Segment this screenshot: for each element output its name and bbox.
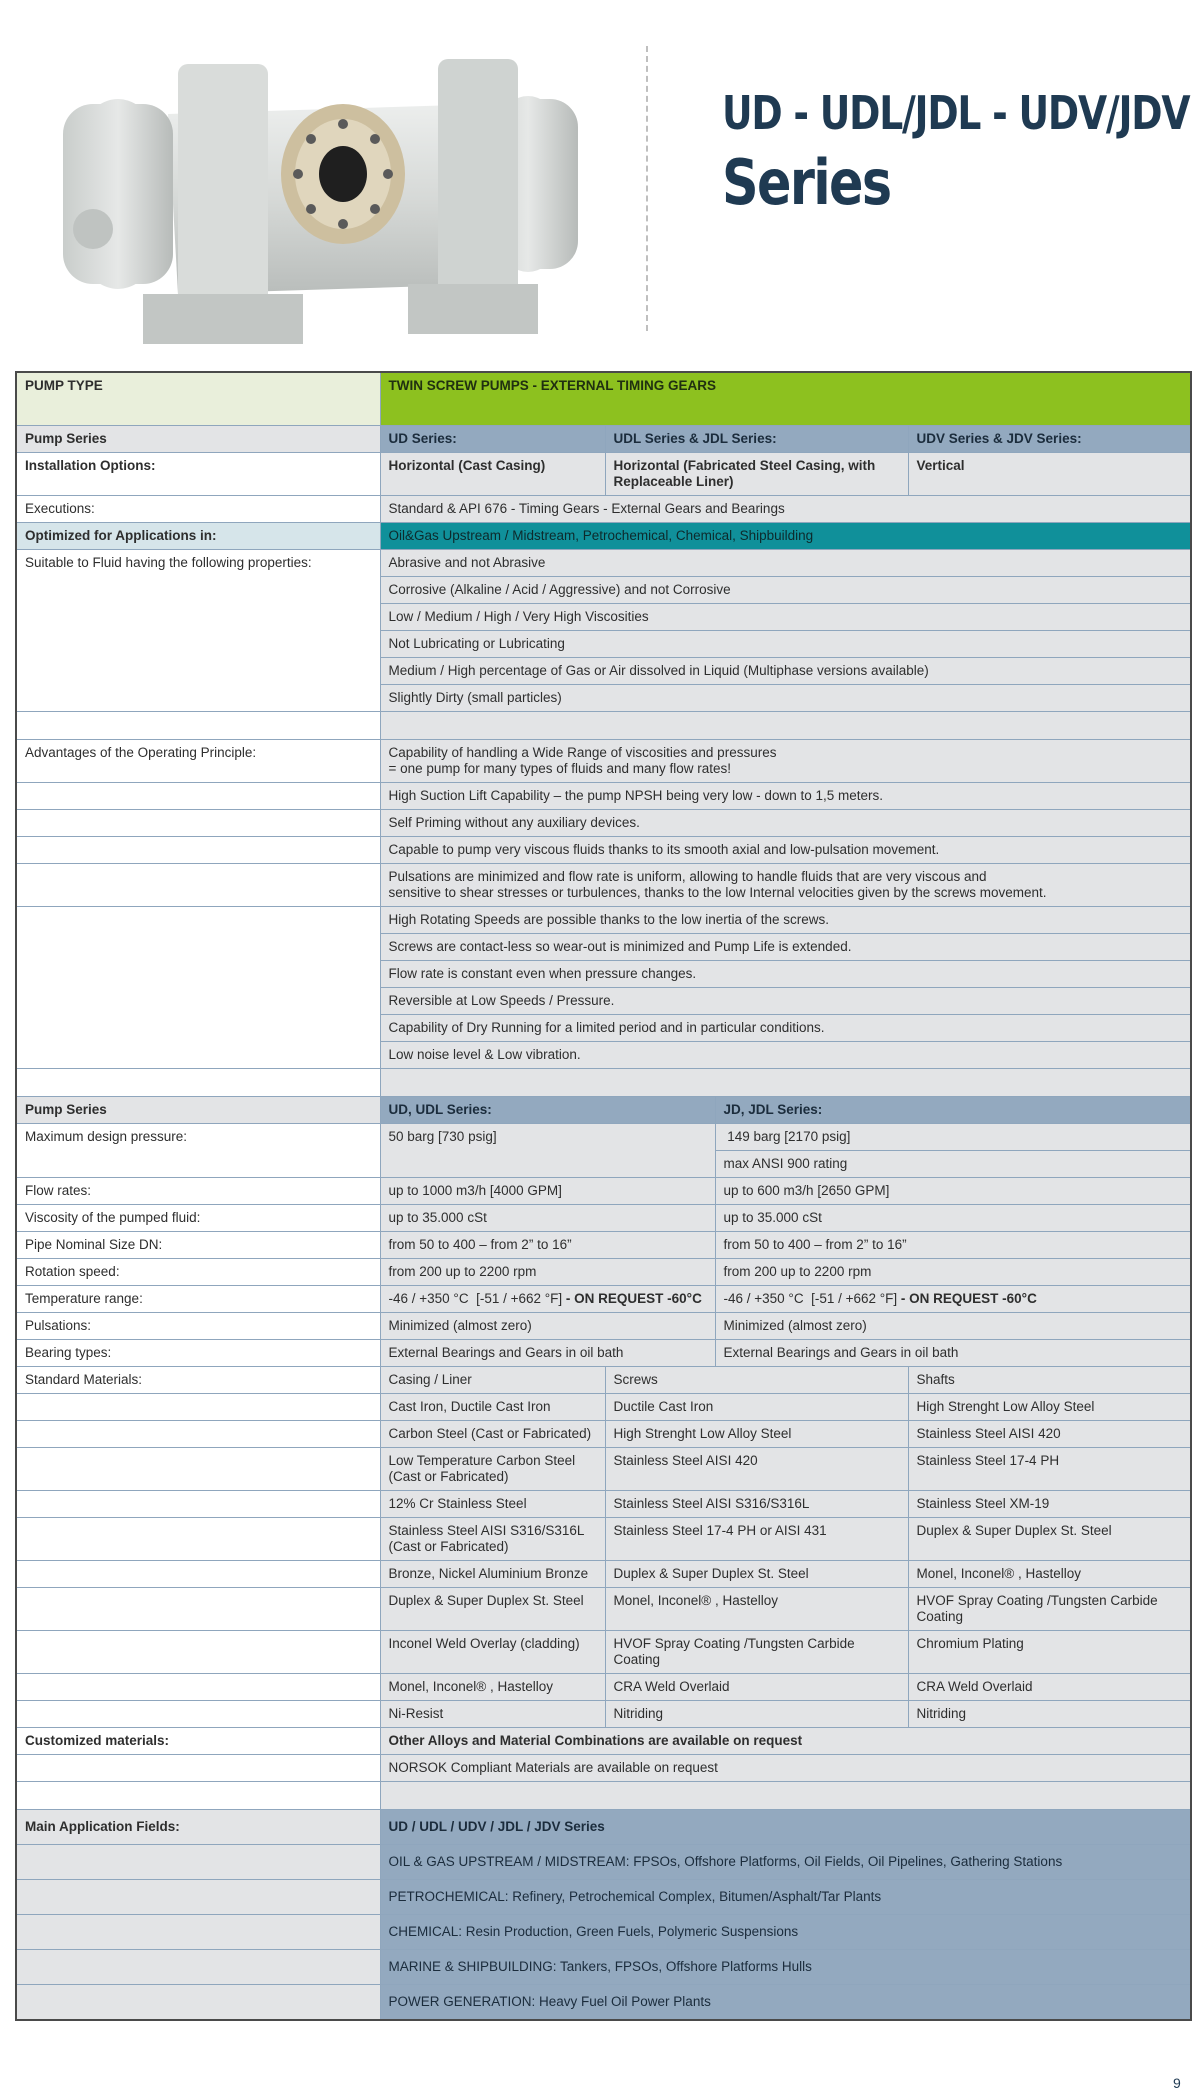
pump-type-value: TWIN SCREW PUMPS - EXTERNAL TIMING GEARS [380,373,1190,425]
materials-row [17,1490,1190,1517]
applications-header: UD / UDL / UDV / JDL / JDV Series [380,1809,1190,1844]
spacer-row [17,1068,1190,1096]
casing-header: Casing / Liner [380,1366,605,1393]
material-shafts: Duplex & Super Duplex St. Steel [908,1517,1190,1560]
pressure-row [17,1123,1190,1150]
fluid-item: Corrosive (Alkaline / Acid / Aggressive) and not Corrosive [380,576,1190,603]
header-divider [646,46,648,331]
executions-value: Standard & API 676 - Timing Gears - External Gears and Bearings [380,495,1190,522]
pump-series-label: Pump Series [17,425,380,452]
series-title: UD - UDL/JDL - UDV/JDV [722,86,1190,140]
materials-row [17,1517,1190,1560]
application-row [17,1844,1190,1879]
series-subtitle: Series [722,146,891,219]
material-shafts: Chromium Plating [908,1630,1190,1673]
installation-udv: Vertical [908,452,1190,495]
spacer-row [17,711,1190,739]
material-casing: Stainless Steel AISI S316/S316L (Cast or Fabricated) [380,1517,605,1560]
applications-label: Main Application Fields: [17,1809,380,1844]
material-screws: Ductile Cast Iron [605,1393,908,1420]
pressure-ud: 50 barg [730 psig] [380,1123,715,1177]
viscosity-ud: up to 35.000 cSt [380,1204,715,1231]
fluid-item: Not Lubricating or Lubricating [380,630,1190,657]
advantage-item: Flow rate is constant even when pressure changes. [380,960,1190,987]
rotation-row [17,1258,1190,1285]
material-screws: CRA Weld Overlaid [605,1673,908,1700]
application-item: OIL & GAS UPSTREAM / MIDSTREAM: FPSOs, Offshore Platforms, Oil Fields, Oil Pipelines, Gathering Stations [380,1844,1190,1879]
material-shafts: High Strenght Low Alloy Steel [908,1393,1190,1420]
materials-row [17,1420,1190,1447]
material-casing: Cast Iron, Ductile Cast Iron [380,1393,605,1420]
pipe-size-jd: from 50 to 400 – from 2” to 16” [715,1231,1190,1258]
advantage-item: Pulsations are minimized and flow rate is uniform, allowing to handle fluids that are very viscous and sensitive to shear stresses or turbulences, thanks to the low Internal velocities given by the screws movement. [380,863,1190,906]
pump-type-label: PUMP TYPE [17,373,380,425]
material-casing: Bronze, Nickel Aluminium Bronze [380,1560,605,1587]
materials-row [17,1447,1190,1490]
material-screws: Stainless Steel 17-4 PH or AISI 431 [605,1517,908,1560]
udl-jdl-series-header: UDL Series & JDL Series: [605,425,908,452]
flow-label: Flow rates: [17,1177,380,1204]
customized-row [17,1727,1190,1754]
advantage-item: Capability of Dry Running for a limited period and in particular conditions. [380,1014,1190,1041]
material-casing: Low Temperature Carbon Steel (Cast or Fabricated) [380,1447,605,1490]
norsok-value: NORSOK Compliant Materials are available on request [380,1754,1190,1781]
advantage-item: High Suction Lift Capability – the pump NPSH being very low - down to 1,5 meters. [380,782,1190,809]
pulsations-ud: Minimized (almost zero) [380,1312,715,1339]
pipe-size-row [17,1231,1190,1258]
installation-row [17,452,1190,495]
optimized-value: Oil&Gas Upstream / Midstream, Petrochemical, Chemical, Shipbuilding [380,522,1190,549]
advantages-row [17,782,1190,809]
pressure-jd: 149 barg [2170 psig] [715,1123,1190,1150]
shafts-header: Shafts [908,1366,1190,1393]
materials-label: Standard Materials: [17,1366,380,1393]
material-shafts: Stainless Steel 17-4 PH [908,1447,1190,1490]
pressure-jd-rating: max ANSI 900 rating [715,1150,1190,1177]
optimized-row [17,522,1190,549]
materials-row [17,1560,1190,1587]
advantage-item: Low noise level & Low vibration. [380,1041,1190,1068]
advantages-row [17,906,1190,933]
installation-ud: Horizontal (Cast Casing) [380,452,605,495]
installation-label: Installation Options: [17,452,380,495]
materials-row [17,1393,1190,1420]
fluid-label: Suitable to Fluid having the following properties: [17,549,380,711]
application-row [17,1949,1190,1984]
flow-ud: up to 1000 m3/h [4000 GPM] [380,1177,715,1204]
pulsations-row [17,1312,1190,1339]
materials-row [17,1700,1190,1727]
material-screws: Stainless Steel AISI 420 [605,1447,908,1490]
temperature-ud: -46 / +350 °C [-51 / +662 °F] - ON REQUEST -60°C [380,1285,715,1312]
udv-jdv-series-header: UDV Series & JDV Series: [908,425,1190,452]
material-shafts: CRA Weld Overlaid [908,1673,1190,1700]
page-number: 9 [1173,2075,1181,2091]
material-casing: Ni-Resist [380,1700,605,1727]
temperature-label: Temperature range: [17,1285,380,1312]
material-shafts: Stainless Steel AISI 420 [908,1420,1190,1447]
flow-row [17,1177,1190,1204]
ud-udl-header: UD, UDL Series: [380,1096,715,1123]
fluid-item: Slightly Dirty (small particles) [380,684,1190,711]
temperature-jd: -46 / +350 °C [-51 / +662 °F] - ON REQUEST -60°C [715,1285,1190,1312]
advantages-row [17,739,1190,782]
advantage-item: Capable to pump very viscous fluids thanks to its smooth axial and low-pulsation movement. [380,836,1190,863]
advantages-label: Advantages of the Operating Principle: [17,739,380,782]
material-screws: Stainless Steel AISI S316/S316L [605,1490,908,1517]
fluid-item: Abrasive and not Abrasive [380,549,1190,576]
material-screws: High Strenght Low Alloy Steel [605,1420,908,1447]
application-item: CHEMICAL: Resin Production, Green Fuels, Polymeric Suspensions [380,1914,1190,1949]
materials-row [17,1673,1190,1700]
series2-header-row [17,1096,1190,1123]
fluid-item: Low / Medium / High / Very High Viscosities [380,603,1190,630]
viscosity-row [17,1204,1190,1231]
rotation-jd: from 200 up to 2200 rpm [715,1258,1190,1285]
pump-product-image [58,44,588,354]
page-header [0,0,1200,370]
materials-header-row [17,1366,1190,1393]
material-shafts: HVOF Spray Coating /Tungsten Carbide Coating [908,1587,1190,1630]
materials-row [17,1587,1190,1630]
customized-row [17,1754,1190,1781]
pump-type-row [17,373,1190,425]
executions-row [17,495,1190,522]
specification-table [15,371,1192,2021]
flow-jd: up to 600 m3/h [2650 GPM] [715,1177,1190,1204]
pipe-size-ud: from 50 to 400 – from 2” to 16” [380,1231,715,1258]
advantage-item: Reversible at Low Speeds / Pressure. [380,987,1190,1014]
advantage-item: Self Priming without any auxiliary devices. [380,809,1190,836]
material-screws: HVOF Spray Coating /Tungsten Carbide Coating [605,1630,908,1673]
fluid-row [17,549,1190,576]
material-shafts: Monel, Inconel® , Hastelloy [908,1560,1190,1587]
rotation-ud: from 200 up to 2200 rpm [380,1258,715,1285]
material-casing: Duplex & Super Duplex St. Steel [380,1587,605,1630]
application-item: POWER GENERATION: Heavy Fuel Oil Power Plants [380,1984,1190,2019]
advantage-item: Capability of handling a Wide Range of viscosities and pressures = one pump for many types of fluids and many flow rates! [380,739,1190,782]
viscosity-label: Viscosity of the pumped fluid: [17,1204,380,1231]
jd-jdl-header: JD, JDL Series: [715,1096,1190,1123]
advantages-row [17,863,1190,906]
pulsations-jd: Minimized (almost zero) [715,1312,1190,1339]
bearing-jd: External Bearings and Gears in oil bath [715,1339,1190,1366]
material-shafts: Stainless Steel XM-19 [908,1490,1190,1517]
pressure-label: Maximum design pressure: [17,1123,380,1177]
fluid-item: Medium / High percentage of Gas or Air dissolved in Liquid (Multiphase versions available) [380,657,1190,684]
advantages-row [17,836,1190,863]
customized-label: Customized materials: [17,1727,380,1754]
pipe-size-label: Pipe Nominal Size DN: [17,1231,380,1258]
optimized-label: Optimized for Applications in: [17,522,380,549]
installation-udl: Horizontal (Fabricated Steel Casing, with Replaceable Liner) [605,452,908,495]
screws-header: Screws [605,1366,908,1393]
viscosity-jd: up to 35.000 cSt [715,1204,1190,1231]
material-casing: Monel, Inconel® , Hastelloy [380,1673,605,1700]
executions-label: Executions: [17,495,380,522]
bearing-row [17,1339,1190,1366]
temperature-row [17,1285,1190,1312]
applications-header-row [17,1809,1190,1844]
pulsations-label: Pulsations: [17,1312,380,1339]
material-casing: 12% Cr Stainless Steel [380,1490,605,1517]
spacer-row [17,1781,1190,1809]
advantage-item: High Rotating Speeds are possible thanks to the low inertia of the screws. [380,906,1190,933]
material-screws: Monel, Inconel® , Hastelloy [605,1587,908,1630]
materials-row [17,1630,1190,1673]
application-row [17,1879,1190,1914]
material-screws: Nitriding [605,1700,908,1727]
bearing-label: Bearing types: [17,1339,380,1366]
customized-value: Other Alloys and Material Combinations are available on request [380,1727,1190,1754]
application-item: PETROCHEMICAL: Refinery, Petrochemical Complex, Bitumen/Asphalt/Tar Plants [380,1879,1190,1914]
bearing-ud: External Bearings and Gears in oil bath [380,1339,715,1366]
application-row [17,1914,1190,1949]
series2-label: Pump Series [17,1096,380,1123]
material-casing: Inconel Weld Overlay (cladding) [380,1630,605,1673]
application-row [17,1984,1190,2019]
advantage-item: Screws are contact-less so wear-out is minimized and Pump Life is extended. [380,933,1190,960]
material-screws: Duplex & Super Duplex St. Steel [605,1560,908,1587]
material-casing: Carbon Steel (Cast or Fabricated) [380,1420,605,1447]
advantages-row [17,809,1190,836]
rotation-label: Rotation speed: [17,1258,380,1285]
application-item: MARINE & SHIPBUILDING: Tankers, FPSOs, Offshore Platforms Hulls [380,1949,1190,1984]
material-shafts: Nitriding [908,1700,1190,1727]
ud-series-header: UD Series: [380,425,605,452]
pump-series-row [17,425,1190,452]
